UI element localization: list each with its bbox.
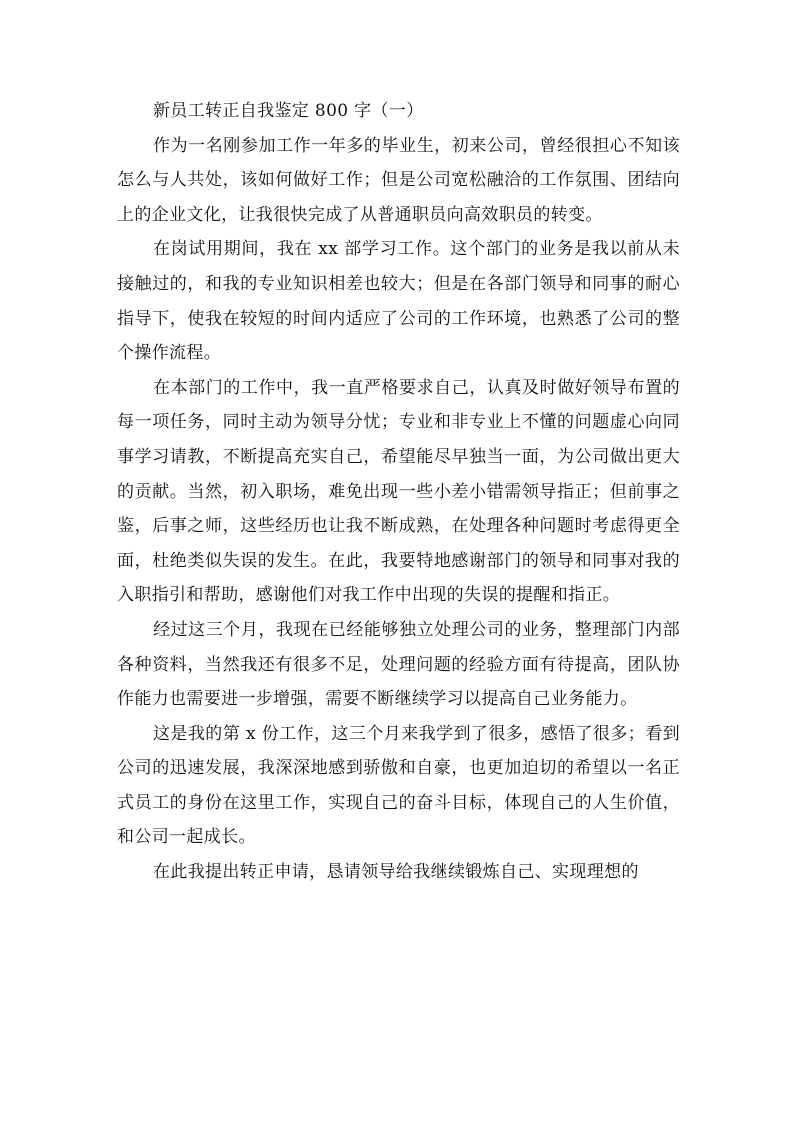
document-title: 新员工转正自我鉴定 800 字（一） [153, 101, 424, 121]
paragraph-progress: 经过这三个月，我现在已经能够独立处理公司的业务，整理部门内部各种资料，当然我还有很多不足，处理问题的经验方面有待提高，团队协作能力也需要进一步增强，需要不断继续学习以提高自己业务能力。 [117, 619, 680, 710]
paragraph-application: 在此我提出转正申请，恳请领导给我继续锻炼自己、实现理想的 [153, 862, 639, 883]
paragraph-work-attitude: 在本部门的工作中，我一直严格要求自己，认真及时做好领导布置的每一项任务，同时主动为领导分忧；专业和非专业上不懂的问题虚心向同事学习请教，不断提高充实自己，希望能尽早独当一面，为公司做出更大的贡献。当然，初入职场，难免出现一些小差小错需领导指正；但前事之鉴，后事之师，这些经历也让我不断成熟，在处理各种问题时考虑得更全面，杜绝类似失误的发生。在此，我要特地感谢部门的领导和同事对我的入职指引和帮助，感谢他们对我工作中出现的失误的提醒和指正。 [117, 377, 680, 606]
paragraph-intro: 作为一名刚参加工作一年多的毕业生，初来公司，曾经很担心不知该怎么与人共处，该如何做好工作；但是公司宽松融洽的工作氛围、团结向上的企业文化，让我很快完成了从普通职员向高效职员的转变。 [117, 135, 680, 225]
paragraph-probation: 在岗试用期间，我在 xx 部学习工作。这个部门的业务是我以前从未接触过的，和我的专业知识相差也较大；但是在各部门领导和同事的耐心指导下，使我在较短的时间内适应了公司的工作环境，也熟悉了公司的整个操作流程。 [117, 239, 680, 364]
paragraph-growth: 这是我的第 x 份工作，这三个月来我学到了很多，感悟了很多；看到公司的迅速发展，我深深地感到骄傲和自豪，也更加迫切的希望以一名正式员工的身份在这里工作，实现自己的奋斗目标，体现自己的人生价值，和公司一起成长。 [117, 723, 680, 848]
document-body [117, 94, 680, 890]
